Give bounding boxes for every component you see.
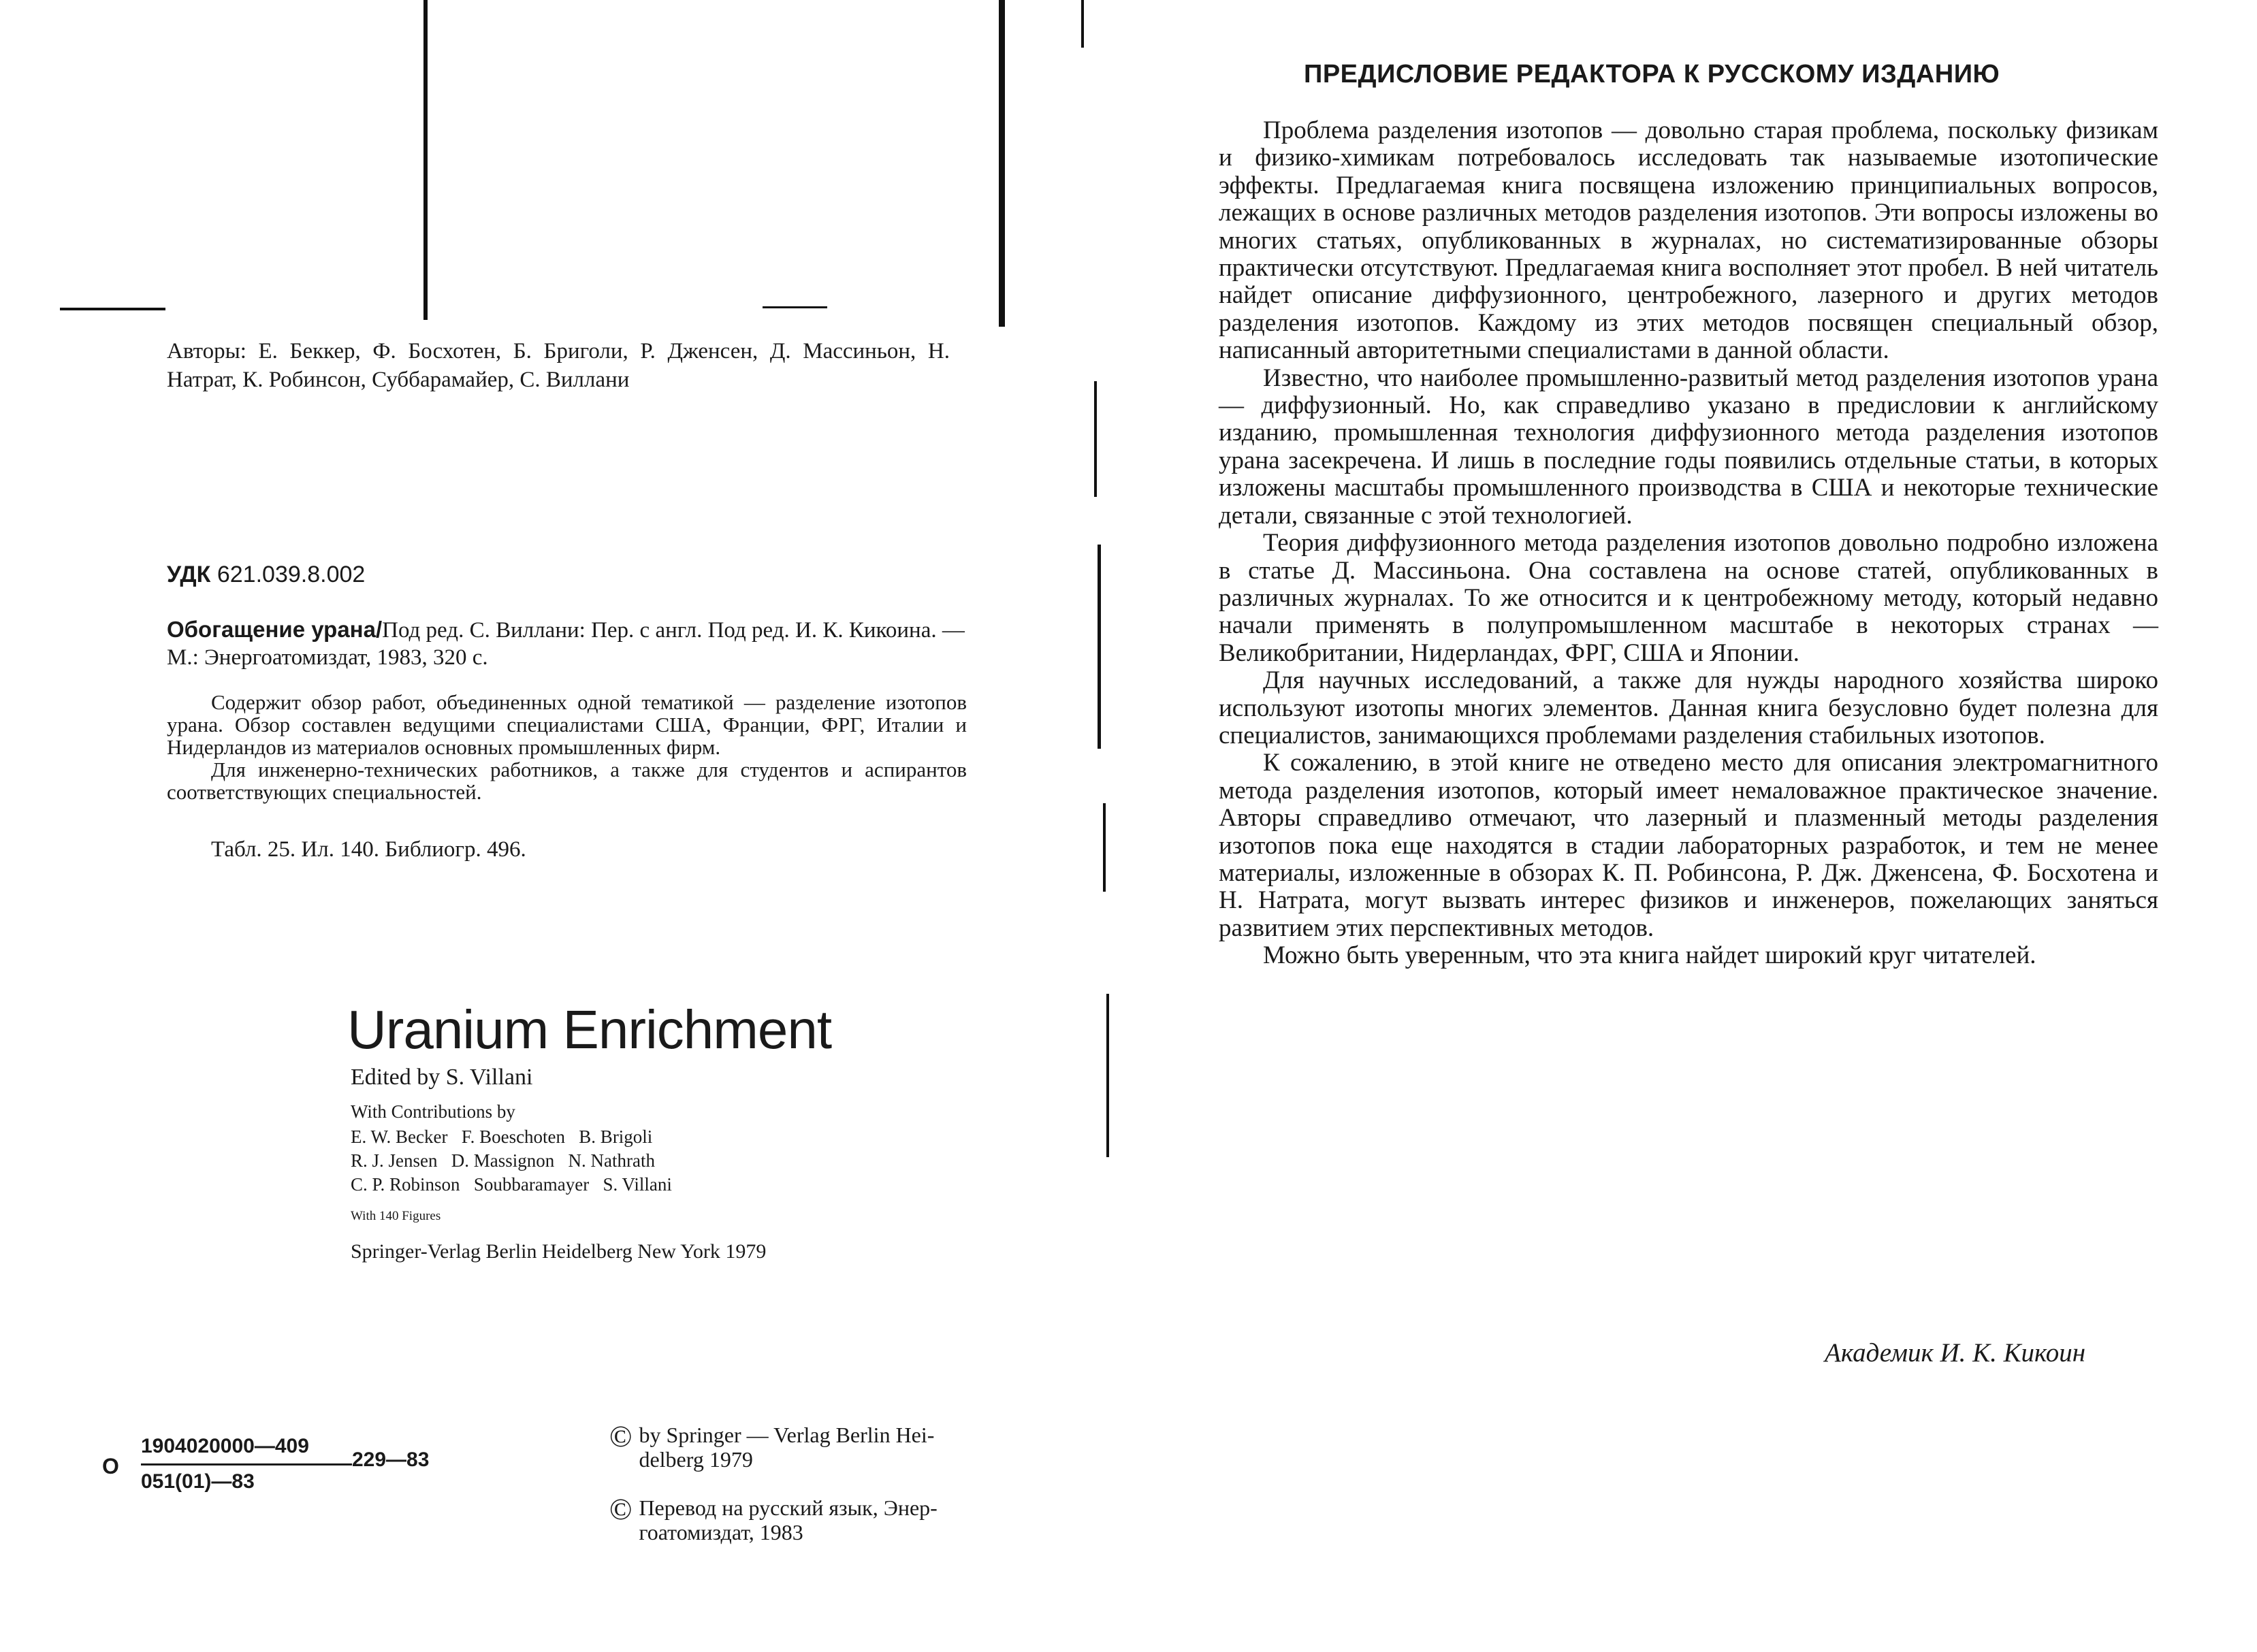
- scan-mark-gutter-3: [1103, 803, 1106, 892]
- catalog-code-divider: [141, 1463, 352, 1465]
- contributor: N. Nathrath: [568, 1150, 655, 1171]
- contributor: E. W. Becker: [351, 1127, 448, 1147]
- preface-paragraph: К сожалению, в этой книге не отведено место для описания электромагнитного метода разделения изотопов, который имеет немаловажное практическое значение. Авторы справедливо отмечают, что лазерный и плазменный методы разделения изотопов пока еще находятся в стадии лабораторных разработок, и тем не менее материалы, изложенные в обзорах К. П. Робинсона, Р. Дж. Дженсена, Ф. Босхотена и Н. Натрата, могут вызвать интерес физиков и инженеров, пожелающих заняться развитием этих перспективных методов.: [1219, 749, 2158, 942]
- preface-paragraph: Можно быть уверенным, что эта книга найдет широкий круг читателей.: [1263, 941, 2036, 970]
- preface-paragraph: Теория диффузионного метода разделения изотопов довольно подробно изложена в статье Д. Массиньона. Она составлена на основе статей, опубликованных в различных журналах. То же относится и к центробежному методу, который недавно начали применять в полупромышленном масштабе в некоторых странах — Великобритании, Нидерландах, ФРГ, США и Японии.: [1219, 529, 2158, 667]
- copyright-translation: [609, 1495, 938, 1544]
- preface-paragraph: Для научных исследований, а также для нужды народного хозяйства широко используют изотопы многих элементов. Данная книга безусловно будет полезна для специалистов, занимающихся проблемами разделения стабильных изотопов.: [1219, 666, 2158, 749]
- signature: Академик И. К. Кикоин: [1825, 1338, 2086, 1367]
- publisher-line: Springer-Verlag Berlin Heidelberg New York 1979: [351, 1240, 767, 1263]
- bibliographic-record: [167, 616, 967, 671]
- catalog-code-bottom: 051(01)—83: [141, 1470, 255, 1493]
- scan-mark-gutter-1: [1094, 381, 1097, 497]
- preface-body: [1219, 117, 2158, 970]
- contributors-row: [351, 1174, 672, 1195]
- authors-list: Авторы: Е. Беккер, Ф. Босхотен, Б. Бриголи, Р. Дженсен, Д. Массиньон, Н. Натрат, К. Робинсон, Суббарамайер, С. Виллани: [167, 339, 950, 392]
- scan-mark-vertical-gutter: [1081, 0, 1084, 48]
- scan-mark-gutter-4: [1106, 994, 1109, 1157]
- udk-label: УДК: [167, 562, 211, 587]
- tables-info: Табл. 25. Ил. 140. Библиогр. 496.: [211, 837, 526, 862]
- preface-paragraph: Проблема разделения изотопов — довольно старая проблема, поскольку физикам и физико-химикам потребовалось исследовать так называемые изотопические эффекты. Предлагаемая книга посвящена изложению принципиальных вопросов, лежащих в основе различных методов разделения изотопов. Эти вопросы изложены во многих статьях, опубликованных в журналах, но систематизированные обзоры практически отсутствуют. Предлагаемая книга восполняет этот пробел. В ней читатель найдет описание диффузионного, центробежного, лазерного и других методов разделения изотопов. Каждому из этих методов посвящен специальный обзор, написанный авторитетными специалистами в данной области.: [1219, 116, 2158, 365]
- udk-value: 621.039.8.002: [217, 562, 366, 587]
- contributor: F. Boeschoten: [461, 1127, 566, 1147]
- annotation-paragraph: Для инженерно-технических работников, а также для студентов и аспирантов соответствующих специальностей.: [167, 758, 967, 804]
- contributor: B. Brigoli: [579, 1127, 653, 1147]
- contributor: S. Villani: [603, 1174, 672, 1195]
- copyright-line: гоатомиздат, 1983: [639, 1520, 803, 1544]
- biblio-details: Под ред. С. Виллани: Пер. с англ. Под ред. И. К. Кикоина. — М.: Энергоатомиздат, 1983, 320 с.: [167, 618, 965, 670]
- scan-mark-horizontal-center: [763, 306, 827, 308]
- contributors-row: [351, 1127, 652, 1148]
- contributor: R. J. Jensen: [351, 1150, 438, 1171]
- catalog-code-right: 229—83: [352, 1448, 430, 1471]
- scan-mark-horizontal-left: [60, 308, 165, 310]
- copyright-icon: ©: [609, 1493, 633, 1526]
- annotation-paragraph: Содержит обзор работ, объединенных одной тематикой — разделение изотопов урана. Обзор составлен ведущими специалистами США, Франции, ФРГ, Италии и Нидерландов из материалов основных промышленных фирм.: [167, 690, 967, 759]
- contributions-heading: With Contributions by: [351, 1101, 515, 1122]
- scan-mark-gutter-2: [1098, 545, 1101, 749]
- figures-note: With 140 Figures: [351, 1209, 441, 1223]
- annotation: [167, 691, 967, 803]
- copyright-original: [609, 1420, 935, 1472]
- contributor: Soubbaramayer: [473, 1174, 590, 1195]
- copyright-line: delberg 1979: [639, 1447, 753, 1472]
- scan-mark-vertical-left: [423, 0, 428, 320]
- catalog-code-top: 1904020000—409: [141, 1435, 309, 1457]
- biblio-title: Обогащение урана/: [167, 617, 383, 642]
- copyright-line: by Springer — Verlag Berlin Hei-: [639, 1423, 935, 1447]
- edited-by: Edited by S. Villani: [351, 1065, 533, 1090]
- preface-paragraph: Известно, что наиболее промышленно-развитый метод разделения изотопов урана — диффузионный. Но, как справедливо указано в предисловии к английскому изданию, промышленная технология диффузионного метода разделения изотопов урана засекречена. И лишь в последние годы появились отдельные статьи, в которых изложены масштабы промышленного производства в США и некоторые технические детали, связанные с этой технологией.: [1219, 363, 2158, 530]
- english-title: Uranium Enrichment: [347, 999, 832, 1060]
- catalog-code-prefix: О: [102, 1454, 119, 1478]
- copyright-line: Перевод на русский язык, Энер-: [639, 1495, 938, 1520]
- contributor: C. P. Robinson: [351, 1174, 460, 1195]
- preface-heading: ПРЕДИСЛОВИЕ РЕДАКТОРА К РУССКОМУ ИЗДАНИЮ: [1304, 60, 2000, 88]
- contributor: D. Massignon: [451, 1150, 555, 1171]
- udk-line: [167, 562, 365, 588]
- copyright-icon: ©: [609, 1420, 633, 1453]
- scan-mark-vertical-center: [999, 0, 1005, 327]
- contributors-row: [351, 1150, 655, 1171]
